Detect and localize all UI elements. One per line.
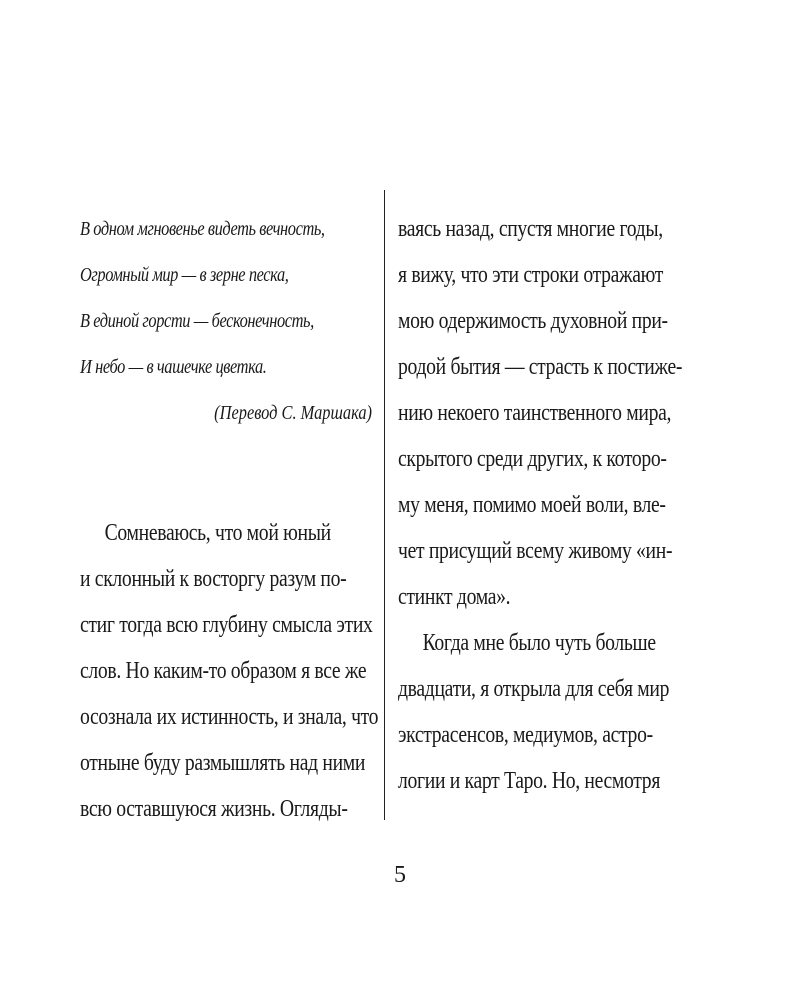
page-number: 5: [394, 862, 406, 888]
text-line: и склонный к восторгу разум по-: [80, 566, 347, 592]
text-line: ваясь назад, спустя многие годы,: [398, 216, 663, 242]
text-line: слов. Но каким-то образом я все же: [80, 658, 367, 684]
text-line: экстрасенсов, медиумов, астро-: [398, 722, 653, 748]
verse-attribution: (Перевод С. Маршака): [214, 402, 372, 424]
text-line: нию некоего таинственного мира,: [398, 400, 672, 426]
text-line: Когда мне было чуть больше: [422, 630, 656, 656]
text-line: логии и карт Таро. Но, несмотря: [398, 768, 661, 794]
body-paragraph: [398, 620, 690, 804]
text-line: скрытого среди других, к которо-: [398, 446, 667, 472]
left-column: [80, 206, 379, 832]
text-line: му меня, помимо моей воли, вле-: [398, 492, 666, 518]
column-divider: [384, 190, 385, 820]
verse-line: Огромный мир — в зерне песка,: [80, 264, 289, 286]
text-line: отныне буду размышлять над ними: [80, 750, 366, 776]
text-line: мою одержимость духовной при-: [398, 308, 668, 334]
text-line: чет присущий всему живому «ин-: [398, 538, 673, 564]
text-line: я вижу, что эти строки отражают: [398, 262, 664, 288]
body-paragraph: [80, 510, 379, 832]
spacer: [80, 436, 372, 510]
body-paragraph: [398, 206, 690, 620]
text-line: Сомневаюсь, что мой юный: [104, 520, 331, 546]
text-line: стиг тогда всю глубину смысла этих: [80, 612, 373, 638]
text-line: стинкт дома».: [398, 584, 511, 610]
text-line: осознала их истинность, и знала, что: [80, 704, 379, 730]
text-line: всю оставшуюся жизнь. Огляды-: [80, 796, 348, 822]
right-column: [398, 206, 690, 804]
verse-line: И небо — в чашечке цветка.: [80, 356, 267, 378]
epigraph-verse: [80, 206, 372, 436]
text-line: двадцати, я открыла для себя мир: [398, 676, 670, 702]
verse-line: В единой горсти — бесконечность,: [80, 310, 314, 332]
verse-line: В одном мгновенье видеть вечность,: [80, 218, 325, 240]
text-line: родой бытия — страсть к постиже-: [398, 354, 683, 380]
